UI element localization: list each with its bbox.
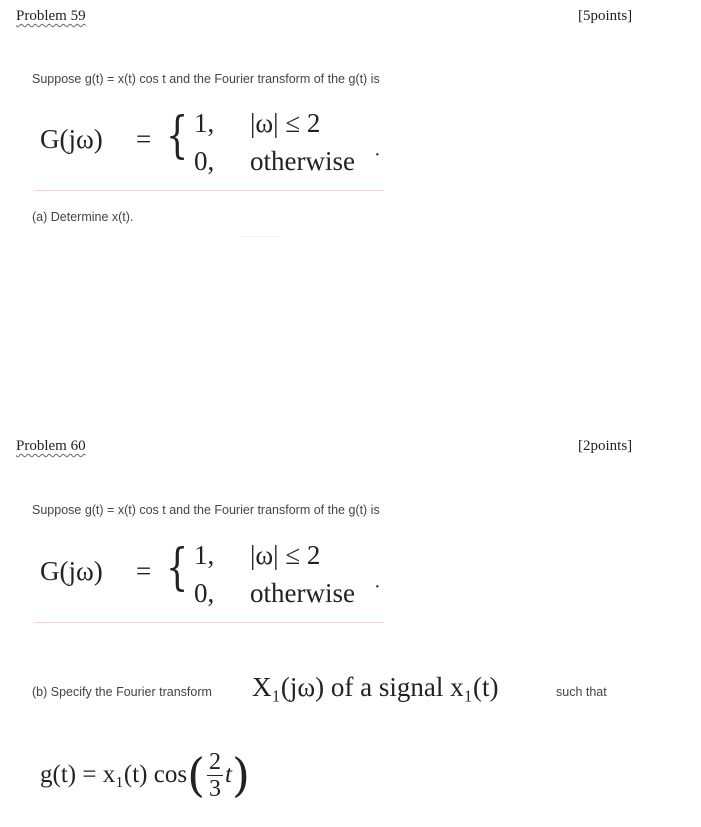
problem-60-part-b-prefix: (b) Specify the Fourier transform	[32, 685, 212, 699]
case-1-condition: |ω| ≤ 2	[250, 540, 321, 570]
problem-60-part-b-math: X₁(jω) of a signal x₁(t)	[252, 672, 499, 702]
cases-brace: {	[166, 538, 189, 596]
equation-underline	[34, 622, 384, 623]
problem-60-part-b-suffix: such that	[556, 685, 607, 699]
problem-60-equation	[40, 540, 400, 620]
equation-equals: =	[136, 124, 152, 154]
equation-underline	[34, 190, 384, 191]
problem-60-intro: Suppose g(t) = x(t) cos t and the Fourier transform of the g(t) is	[32, 503, 380, 517]
faint-mark	[240, 236, 280, 237]
case-1-value: 1,	[194, 540, 215, 570]
problem-59-part-a: (a) Determine x(t).	[32, 210, 134, 224]
case-2-value: 0,	[194, 146, 215, 176]
right-paren: )	[232, 748, 250, 802]
equation-lhs: G(jω)	[40, 556, 103, 586]
case-2-condition: otherwise	[250, 146, 355, 176]
case-1-condition: |ω| ≤ 2	[250, 108, 321, 138]
problem-59-equation	[40, 108, 400, 188]
fraction	[207, 750, 223, 801]
equation-lhs: G(jω)	[40, 124, 103, 154]
case-1-value: 1,	[194, 108, 215, 138]
final-equation-lhs: g(t) = x₁(t) cos	[40, 761, 188, 788]
problem-60-title: Problem 60	[16, 438, 86, 454]
cases-brace: {	[166, 106, 189, 164]
equation-equals: =	[136, 556, 152, 586]
problem-60-points: [2points]	[578, 438, 633, 454]
fraction-variable: t	[225, 761, 232, 788]
case-2-value: 0,	[194, 578, 215, 608]
problem-59-title: Problem 59	[16, 8, 86, 24]
equation-trailing-dot: ·	[374, 144, 381, 166]
case-2-condition: otherwise	[250, 578, 355, 608]
equation-trailing-dot: ·	[374, 576, 381, 598]
fraction-numerator: 2	[209, 748, 222, 775]
left-paren: (	[187, 748, 206, 802]
problem-59-intro: Suppose g(t) = x(t) cos t and the Fourier transform of the g(t) is	[32, 72, 380, 86]
problem-59-points: [5points]	[578, 8, 633, 24]
final-equation	[40, 740, 250, 810]
fraction-denominator: 3	[209, 775, 222, 802]
